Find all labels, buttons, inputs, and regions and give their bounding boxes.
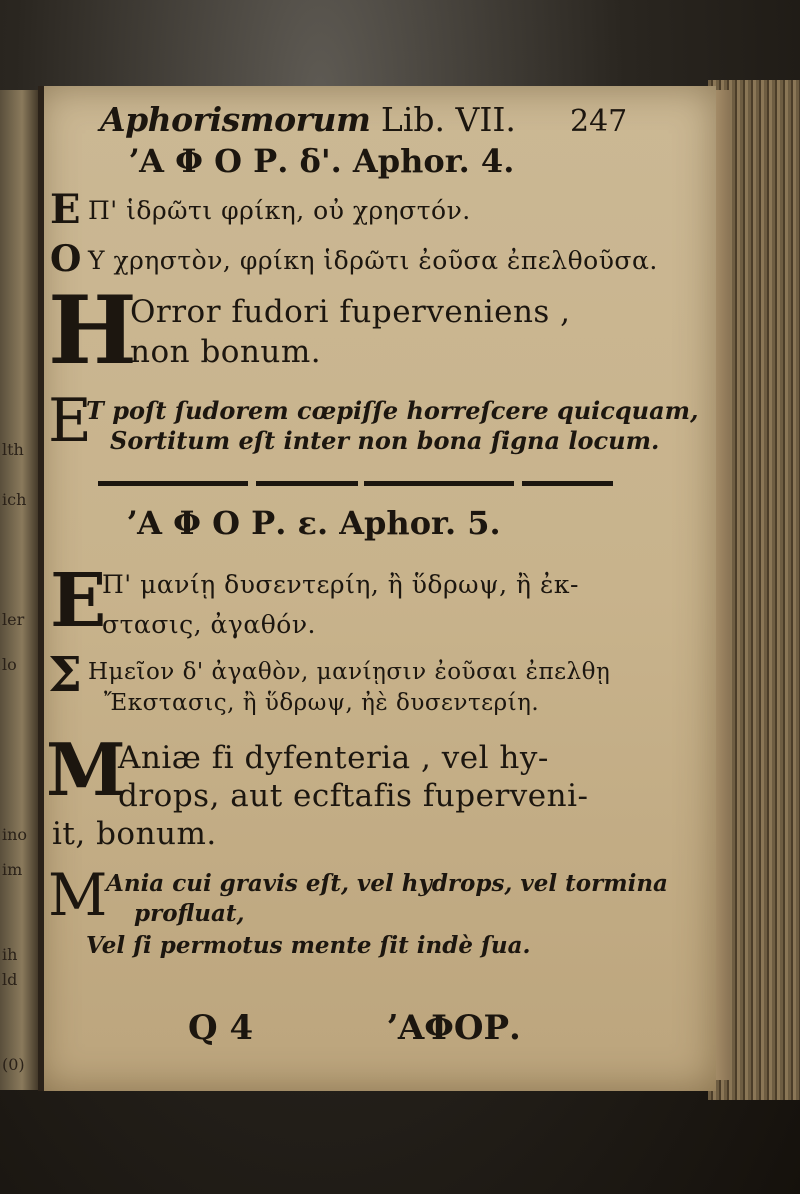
page-number: 247 — [570, 104, 628, 139]
section-divider — [98, 481, 613, 486]
margin-fragment: lo — [2, 655, 17, 674]
aphorism-5-latin-line: Aniæ fi dyfenteria , vel hy- — [118, 740, 549, 776]
aphorism-5-note-line: Vel ſi permotus mente ſit indè ſua. — [86, 932, 531, 959]
margin-fragment: ler — [2, 610, 25, 629]
aphorism-4-latin-line: non bonum. — [130, 334, 322, 370]
margin-fragment: im — [2, 860, 23, 879]
running-title: Aphorismorum — [100, 100, 371, 139]
aphorism-4-greek-initial: Ε — [50, 186, 81, 233]
margin-fragment: ino — [2, 825, 28, 844]
aphorism-5-greek-initial: Ε — [50, 558, 107, 644]
aphorism-4-note-initial: E — [48, 386, 92, 456]
running-book: Lib. VII. — [380, 100, 516, 139]
aphorism-4-greek-line: Π' ἱδρῶτι φρίκη, οὐ χρηστόν. — [88, 196, 471, 225]
aphorism-5-latin-line: drops, aut ecftafis fuperveni- — [118, 778, 589, 814]
aphorism-4-note-line: Sortitum eſt inter non bona ſigna locum. — [110, 426, 660, 455]
aphorism-4-latin-initial: H — [48, 276, 137, 386]
signature-mark: Q 4 — [188, 1008, 254, 1048]
aphorism-4-greek-line: Υ χρηστὸν, φρίκη ἱδρῶτι ἐοῦσα ἐπελθοῦσα. — [88, 246, 658, 275]
aphorism-4-heading: ʼΑ Φ Ο Ρ. δ'. Aphor. 4. — [128, 142, 515, 180]
book-page — [38, 86, 716, 1091]
aphorism-5-heading: ʼΑ Φ Ο Ρ. ε. Aphor. 5. — [126, 504, 501, 542]
facing-page-edge — [0, 90, 40, 1090]
aphorism-5-note-line: Ania cui gravis eſt, vel hydrops, vel tormina — [106, 870, 668, 897]
aphorism-4-latin-line: Orror fudori fuperveniens , — [130, 294, 571, 330]
aphorism-5-latin-line: it, bonum. — [52, 816, 217, 852]
margin-fragment: ih — [2, 945, 18, 964]
running-head — [100, 100, 680, 139]
column-rule — [38, 86, 44, 1091]
margin-fragment: ld — [2, 970, 18, 989]
aphorism-5-greek-line: Ἔκστασις, ἢ ὕδρωψ, ἠὲ δυσεντερίη. — [104, 690, 540, 716]
aphorism-5-latin-initial: M — [46, 727, 126, 812]
aphorism-5-greek-line: Ημεῖον δ' ἀγαθὸν, μανίῃσιν ἐοῦσαι ἐπελθῃ — [88, 659, 611, 685]
aphorism-5-greek-line: Π' μανίῃ δυσεντερίη, ἢ ὕδρωψ, ἢ ἐκ- — [102, 570, 579, 599]
margin-fragment: lth — [2, 440, 24, 459]
catchword: ʼΑΦΟΡ. — [386, 1008, 521, 1048]
aphorism-5-greek-initial-2: Σ — [48, 647, 82, 703]
aphorism-4-greek-initial-2: Ο — [50, 238, 82, 280]
margin-fragment: ich — [2, 490, 27, 509]
aphorism-4-note-line: T poſt ſudorem cœpiſſe horreſcere quicquam, — [86, 396, 699, 425]
aphorism-5-note-line: profluat, — [134, 900, 245, 927]
aphorism-5-note-initial: M — [48, 861, 108, 929]
aphorism-5-greek-line: στασις, ἀγαθόν. — [102, 610, 316, 639]
margin-fragment: (0) — [2, 1055, 25, 1074]
